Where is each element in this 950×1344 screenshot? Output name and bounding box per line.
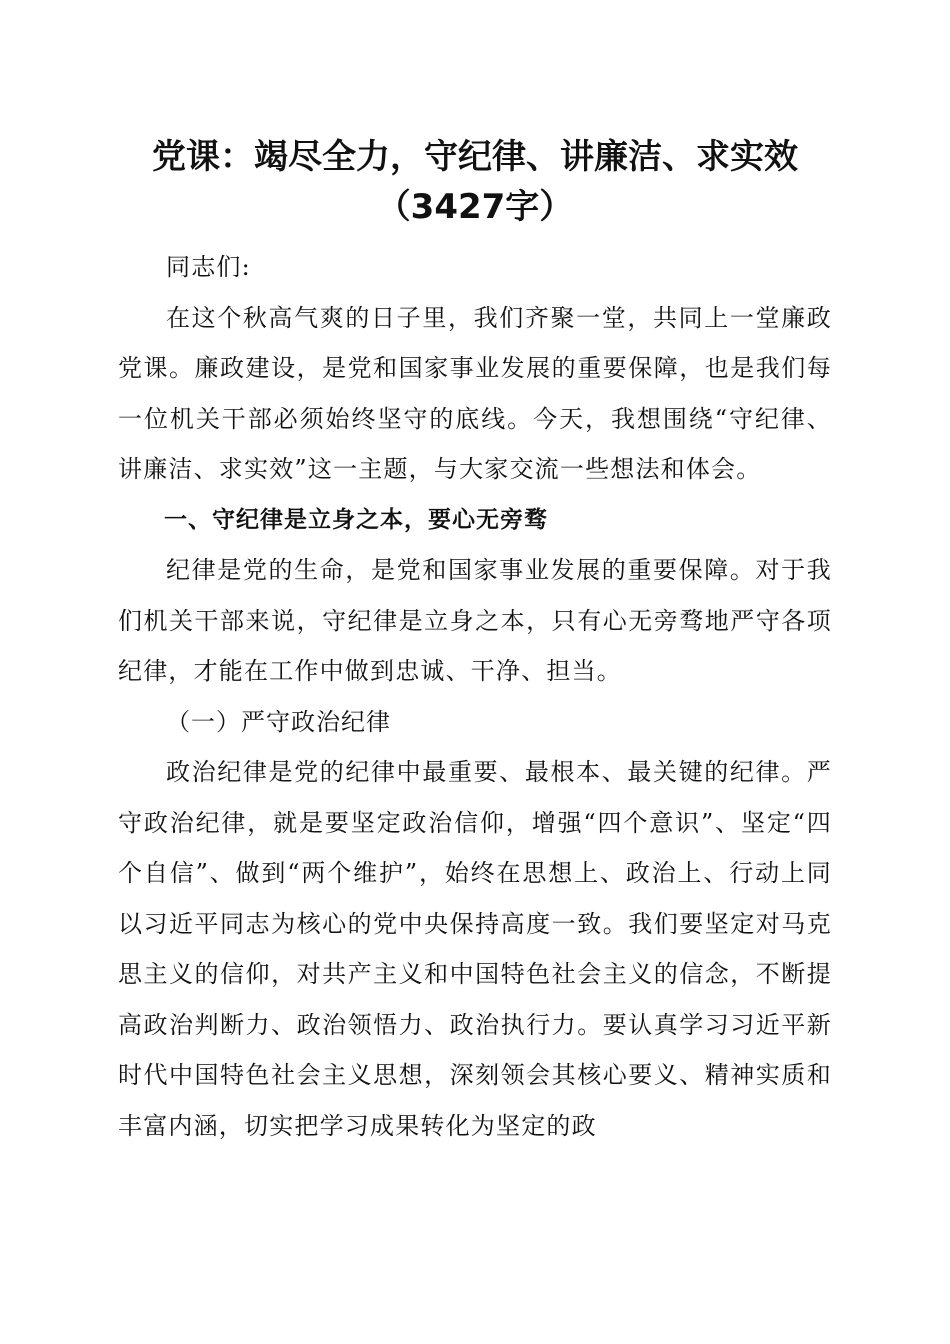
title-line-wordcount: （3427字）	[376, 187, 574, 227]
document-body	[118, 242, 832, 1151]
salutation: 同志们:	[166, 253, 251, 281]
subsection-1-paragraph: 政治纪律是党的纪律中最重要、最根本、最关键的纪律。严守政治纪律，就是要坚定政治信仰，增强“四个意识”、坚定“四个自信”、做到“两个维护”，始终在思想上、政治上、行动上同以习近平同志为核心的党中央保持高度一致。我们要坚定对马克思主义的信仰，对共产主义和中国特色社会主义的信念，不断提高政治判断力、政治领悟力、政治执行力。要认真学习习近平新时代中国特色社会主义思想，深刻领会其核心要义、精神实质和丰富内涵，切实把学习成果转化为坚定的政	[118, 758, 832, 1140]
document-title	[118, 132, 832, 232]
subsection-1-heading: （一）严守政治纪律	[166, 707, 391, 736]
section-1-heading: 一、守纪律是立身之本，要心无旁骛	[164, 506, 548, 533]
intro-paragraph: 在这个秋高气爽的日子里，我们齐聚一堂，共同上一堂廉政党课。廉政建设，是党和国家事业发展的重要保障，也是我们每一位机关干部必须始终坚守的底线。今天，我想围绕“守纪律、讲廉洁、求实效”这一主题，与大家交流一些想法和体会。	[118, 303, 832, 483]
section-1-paragraph: 纪律是党的生命，是党和国家事业发展的重要保障。对于我们机关干部来说，守纪律是立身之本，只有心无旁骛地严守各项纪律，才能在工作中做到忠诚、干净、担当。	[118, 556, 832, 685]
document-page	[118, 132, 832, 1151]
title-line-main: 党课：竭尽全力，守纪律、讲廉洁、求实效	[152, 137, 798, 177]
